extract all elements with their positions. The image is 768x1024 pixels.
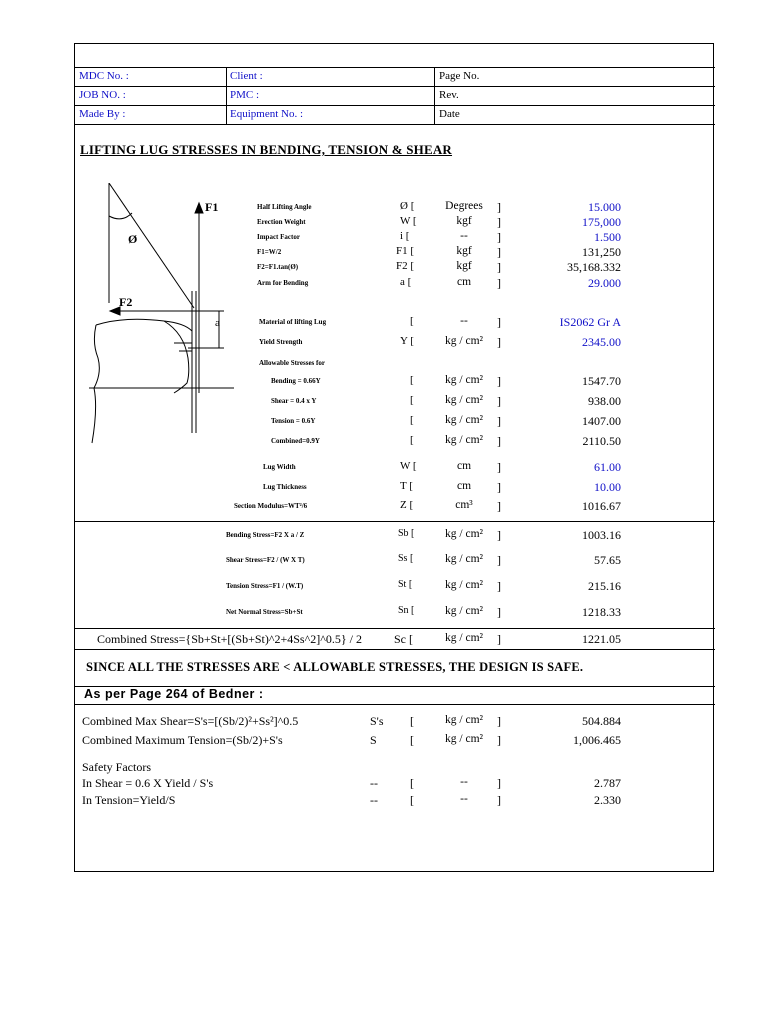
- safety-heading: Safety Factors: [82, 760, 151, 774]
- material-label: Lug Width: [263, 463, 296, 471]
- input-unit: kgf: [456, 245, 472, 257]
- material-label: Section Modulus=WT²/6: [234, 502, 308, 510]
- material-symbol: Y [: [400, 335, 414, 347]
- stress-unit: kg / cm²: [445, 528, 483, 540]
- bedner-label: Combined Max Shear=S's=[(Sb/2)²+Ss²]^0.5: [82, 714, 299, 728]
- input-unit: --: [460, 230, 468, 242]
- material-unit: cm: [456, 460, 472, 472]
- close-bracket: ]: [497, 200, 501, 214]
- stress-label: Net Normal Stress=Sb+St: [226, 608, 303, 616]
- safety-unit: --: [460, 776, 468, 788]
- rev-label: Rev.: [439, 89, 459, 101]
- stress-unit: kg / cm²: [445, 579, 483, 591]
- close-bracket: ]: [497, 434, 501, 448]
- input-label: F1=W/2: [257, 248, 282, 256]
- mdc-label: MDC No. :: [79, 70, 129, 82]
- stress-value: 1003.16: [582, 528, 621, 542]
- input-symbol: a [: [400, 276, 412, 288]
- bedner-unit: kg / cm²: [445, 714, 483, 726]
- material-unit: kg / cm²: [445, 414, 483, 426]
- header-line: [74, 67, 715, 68]
- material-value: 2110.50: [582, 434, 621, 448]
- stress-symbol: St [: [398, 579, 413, 590]
- stress-label: Tension Stress=F1 / (W.T): [226, 582, 304, 590]
- close-bracket: ]: [497, 632, 501, 646]
- material-value: IS2062 Gr A: [559, 315, 621, 329]
- close-bracket: ]: [497, 414, 501, 428]
- close-bracket: ]: [497, 245, 501, 259]
- open-bracket: [: [410, 776, 414, 790]
- close-bracket: ]: [497, 480, 501, 494]
- phi-label: Ø: [128, 232, 138, 246]
- safety-unit: --: [460, 793, 468, 805]
- material-value: 10.00: [594, 480, 621, 494]
- combined-stress-value: 1221.05: [582, 632, 621, 646]
- section-divider: [74, 649, 715, 650]
- material-unit: kg / cm²: [445, 374, 483, 386]
- input-symbol: Ø [: [400, 200, 415, 212]
- stress-symbol: Sb [: [398, 528, 415, 539]
- close-bracket: ]: [497, 579, 501, 593]
- material-symbol: [: [410, 434, 414, 446]
- material-unit: cm: [456, 480, 472, 492]
- stress-symbol: Ss [: [398, 553, 414, 564]
- material-unit: --: [460, 315, 468, 327]
- close-bracket: ]: [497, 260, 501, 274]
- material-label: Material of lifting Lug: [259, 318, 327, 326]
- material-symbol: W [: [400, 460, 417, 472]
- close-bracket: ]: [497, 793, 501, 807]
- material-symbol: [: [410, 394, 414, 406]
- material-value: 938.00: [588, 394, 621, 408]
- material-unit: cm³: [455, 499, 473, 511]
- input-unit: cm: [456, 276, 472, 288]
- material-value: 61.00: [594, 460, 621, 474]
- material-symbol: [: [410, 315, 414, 327]
- combined-stress-symbol: Sc [: [394, 632, 413, 646]
- close-bracket: ]: [497, 605, 501, 619]
- close-bracket: ]: [497, 315, 501, 329]
- bedner-value: 1,006.465: [573, 733, 621, 747]
- material-symbol: T [: [400, 480, 413, 492]
- f1-label: F1: [205, 200, 219, 214]
- material-value: 1407.00: [582, 414, 621, 428]
- bedner-heading: As per Page 264 of Bedner :: [84, 687, 264, 701]
- close-bracket: ]: [497, 499, 501, 513]
- stress-value: 57.65: [594, 553, 621, 567]
- close-bracket: ]: [497, 776, 501, 790]
- input-symbol: W [: [400, 215, 417, 227]
- material-unit: kg / cm²: [445, 335, 483, 347]
- close-bracket: ]: [497, 528, 501, 542]
- combined-stress-unit: kg / cm²: [445, 632, 483, 644]
- input-value: 15.000: [588, 200, 621, 214]
- input-label: Half Lifting Angle: [257, 203, 312, 211]
- header-line: [74, 86, 715, 87]
- material-value: 2345.00: [582, 335, 621, 349]
- material-value: 1016.67: [582, 499, 621, 513]
- input-label: Impact Factor: [257, 233, 300, 241]
- stress-unit: kg / cm²: [445, 605, 483, 617]
- input-label: F2=F1.tan(Ø): [257, 263, 299, 271]
- close-bracket: ]: [497, 374, 501, 388]
- input-value: 175,000: [582, 215, 621, 229]
- safety-label: In Shear = 0.6 X Yield / S's: [82, 776, 214, 790]
- stress-symbol: Sn [: [398, 605, 415, 616]
- stress-value: 215.16: [588, 579, 621, 593]
- safety-symbol: --: [370, 793, 378, 807]
- input-symbol: F1 [: [396, 245, 415, 257]
- close-bracket: ]: [497, 714, 501, 728]
- material-unit: kg / cm²: [445, 394, 483, 406]
- stress-label: Bending Stress=F2 X a / Z: [226, 531, 305, 539]
- input-symbol: F2 [: [396, 260, 415, 272]
- safety-label: In Tension=Yield/S: [82, 793, 176, 807]
- close-bracket: ]: [497, 335, 501, 349]
- input-value: 29.000: [588, 276, 621, 290]
- material-label: Tension = 0.6Y: [271, 417, 316, 425]
- close-bracket: ]: [497, 460, 501, 474]
- close-bracket: ]: [497, 733, 501, 747]
- page-title: LIFTING LUG STRESSES IN BENDING, TENSION & SHEAR: [80, 142, 453, 157]
- material-label: Bending = 0.66Y: [271, 377, 321, 385]
- close-bracket: ]: [497, 230, 501, 244]
- input-value: 131,250: [582, 245, 621, 259]
- combined-stress-label: Combined Stress={Sb+St+[(Sb+St)^2+4Ss^2]^0.5} / 2: [97, 632, 362, 646]
- header-line: [74, 105, 715, 106]
- material-symbol: [: [410, 374, 414, 386]
- conclusion-text: SINCE ALL THE STRESSES ARE < ALLOWABLE STRESSES, THE DESIGN IS SAFE.: [86, 660, 584, 674]
- bedner-label: Combined Maximum Tension=(Sb/2)+S's: [82, 733, 283, 747]
- stress-label: Shear Stress=F2 / (W X T): [226, 556, 305, 564]
- material-label: Yield Strength: [259, 338, 303, 346]
- safety-value: 2.330: [594, 793, 621, 807]
- material-label: Lug Thickness: [263, 483, 307, 491]
- bedner-unit: kg / cm²: [445, 733, 483, 745]
- close-bracket: ]: [497, 553, 501, 567]
- lifting-lug-diagram: [84, 183, 234, 453]
- stress-value: 1218.33: [582, 605, 621, 619]
- header-line: [74, 124, 715, 125]
- safety-value: 2.787: [594, 776, 621, 790]
- job-label: JOB NO. :: [79, 89, 126, 101]
- equipment-label: Equipment No. :: [230, 108, 304, 120]
- material-label: Shear = 0.4 x Y: [271, 397, 317, 405]
- section-divider: [74, 704, 715, 705]
- page-label: Page No.: [439, 70, 480, 82]
- f2-label: F2: [119, 295, 133, 309]
- material-label: Allowable Stresses for: [259, 359, 325, 367]
- close-bracket: ]: [497, 276, 501, 290]
- input-value: 35,168.332: [567, 260, 621, 274]
- header-divider: [226, 67, 227, 124]
- material-value: 1547.70: [582, 374, 621, 388]
- safety-symbol: --: [370, 776, 378, 790]
- input-unit: kgf: [456, 215, 472, 227]
- input-label: Arm for Bending: [257, 279, 309, 287]
- client-label: Client :: [230, 70, 263, 82]
- header-divider: [434, 67, 435, 124]
- section-divider: [74, 521, 715, 522]
- bedner-symbol: S's: [370, 714, 384, 728]
- bedner-symbol: S: [370, 733, 377, 747]
- input-label: Erection Weight: [257, 218, 306, 226]
- material-symbol: [: [410, 414, 414, 426]
- input-unit: Degrees: [445, 200, 483, 212]
- open-bracket: [: [410, 714, 414, 728]
- input-symbol: i [: [400, 230, 410, 242]
- open-bracket: [: [410, 733, 414, 747]
- material-label: Combined=0.9Y: [271, 437, 320, 445]
- pmc-label: PMC :: [230, 89, 260, 101]
- open-bracket: [: [410, 793, 414, 807]
- material-symbol: Z [: [400, 499, 414, 511]
- section-divider: [74, 628, 715, 629]
- material-unit: kg / cm²: [445, 434, 483, 446]
- a-label: a: [215, 317, 220, 329]
- close-bracket: ]: [497, 394, 501, 408]
- input-value: 1.500: [594, 230, 621, 244]
- input-unit: kgf: [456, 260, 472, 272]
- close-bracket: ]: [497, 215, 501, 229]
- date-label: Date: [439, 108, 460, 120]
- stress-unit: kg / cm²: [445, 553, 483, 565]
- made-by-label: Made By :: [79, 108, 126, 120]
- bedner-value: 504.884: [582, 714, 621, 728]
